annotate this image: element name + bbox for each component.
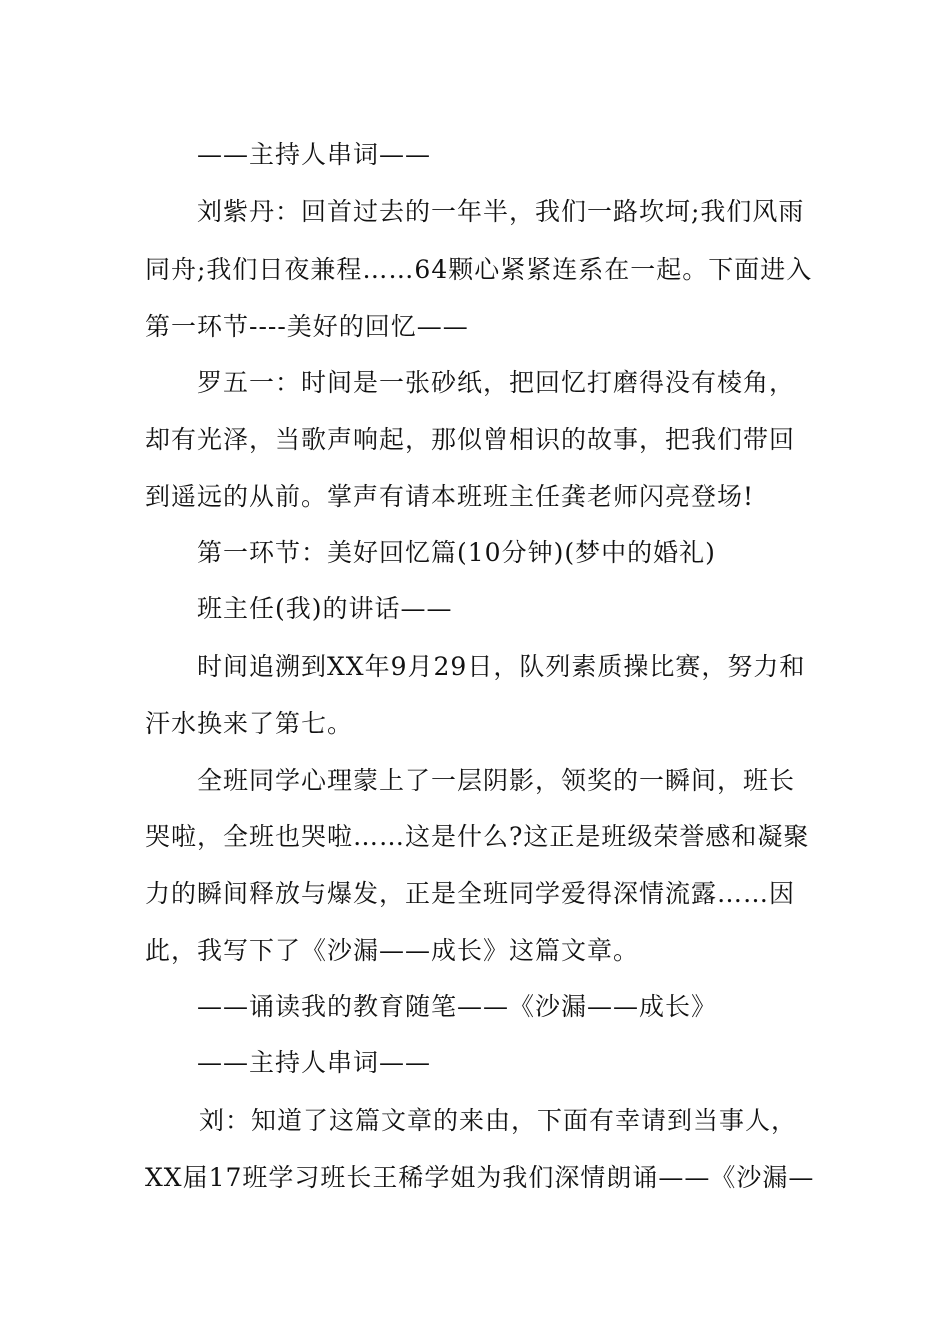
paragraph-line: 汗水换来了第七。 (145, 709, 354, 738)
paragraph-line: 刘：知道了这篇文章的来由，下面有幸请到当事人， (199, 1106, 798, 1135)
paragraph-line: 第一环节----美好的回忆—— (145, 312, 469, 341)
paragraph-line: 全班同学心理蒙上了一层阴影，领奖的一瞬间，班长 (197, 766, 796, 795)
paragraph-line: 同舟;我们日夜兼程……64颗心紧紧连系在一起。下面进入 (145, 255, 813, 284)
section-heading-host-script: ——主持人串词—— (197, 140, 432, 169)
paragraph-line: 此，我写下了《沙漏——成长》这篇文章。 (145, 936, 640, 965)
section-heading-host-script: ——主持人串词—— (197, 1048, 432, 1077)
paragraph-line: 时间追溯到XX年9月29日，队列素质操比赛，努力和 (197, 652, 806, 681)
section-heading-part-one: 第一环节：美好回忆篇(10分钟)(梦中的婚礼) (197, 538, 716, 567)
section-heading-essay-reading: ——诵读我的教育随笔——《沙漏——成长》 (197, 992, 718, 1021)
paragraph-line: 力的瞬间释放与爆发，正是全班同学爱得深情流露……因 (145, 879, 796, 908)
paragraph-line: 罗五一：时间是一张砂纸，把回忆打磨得没有棱角， (197, 368, 796, 397)
paragraph-line: 班主任(我)的讲话—— (197, 594, 453, 623)
paragraph-line: 刘紫丹：回首过去的一年半，我们一路坎坷;我们风雨 (197, 197, 805, 226)
paragraph-line: 到遥远的从前。掌声有请本班班主任龚老师闪亮登场! (145, 482, 755, 511)
paragraph-line: 却有光泽，当歌声响起，那似曾相识的故事，把我们带回 (145, 425, 796, 454)
paragraph-line: 哭啦，全班也哭啦……这是什么?这正是班级荣誉感和凝聚 (145, 822, 810, 851)
paragraph-line: XX届17班学习班长王稀学姐为我们深情朗诵——《沙漏— (145, 1163, 815, 1192)
